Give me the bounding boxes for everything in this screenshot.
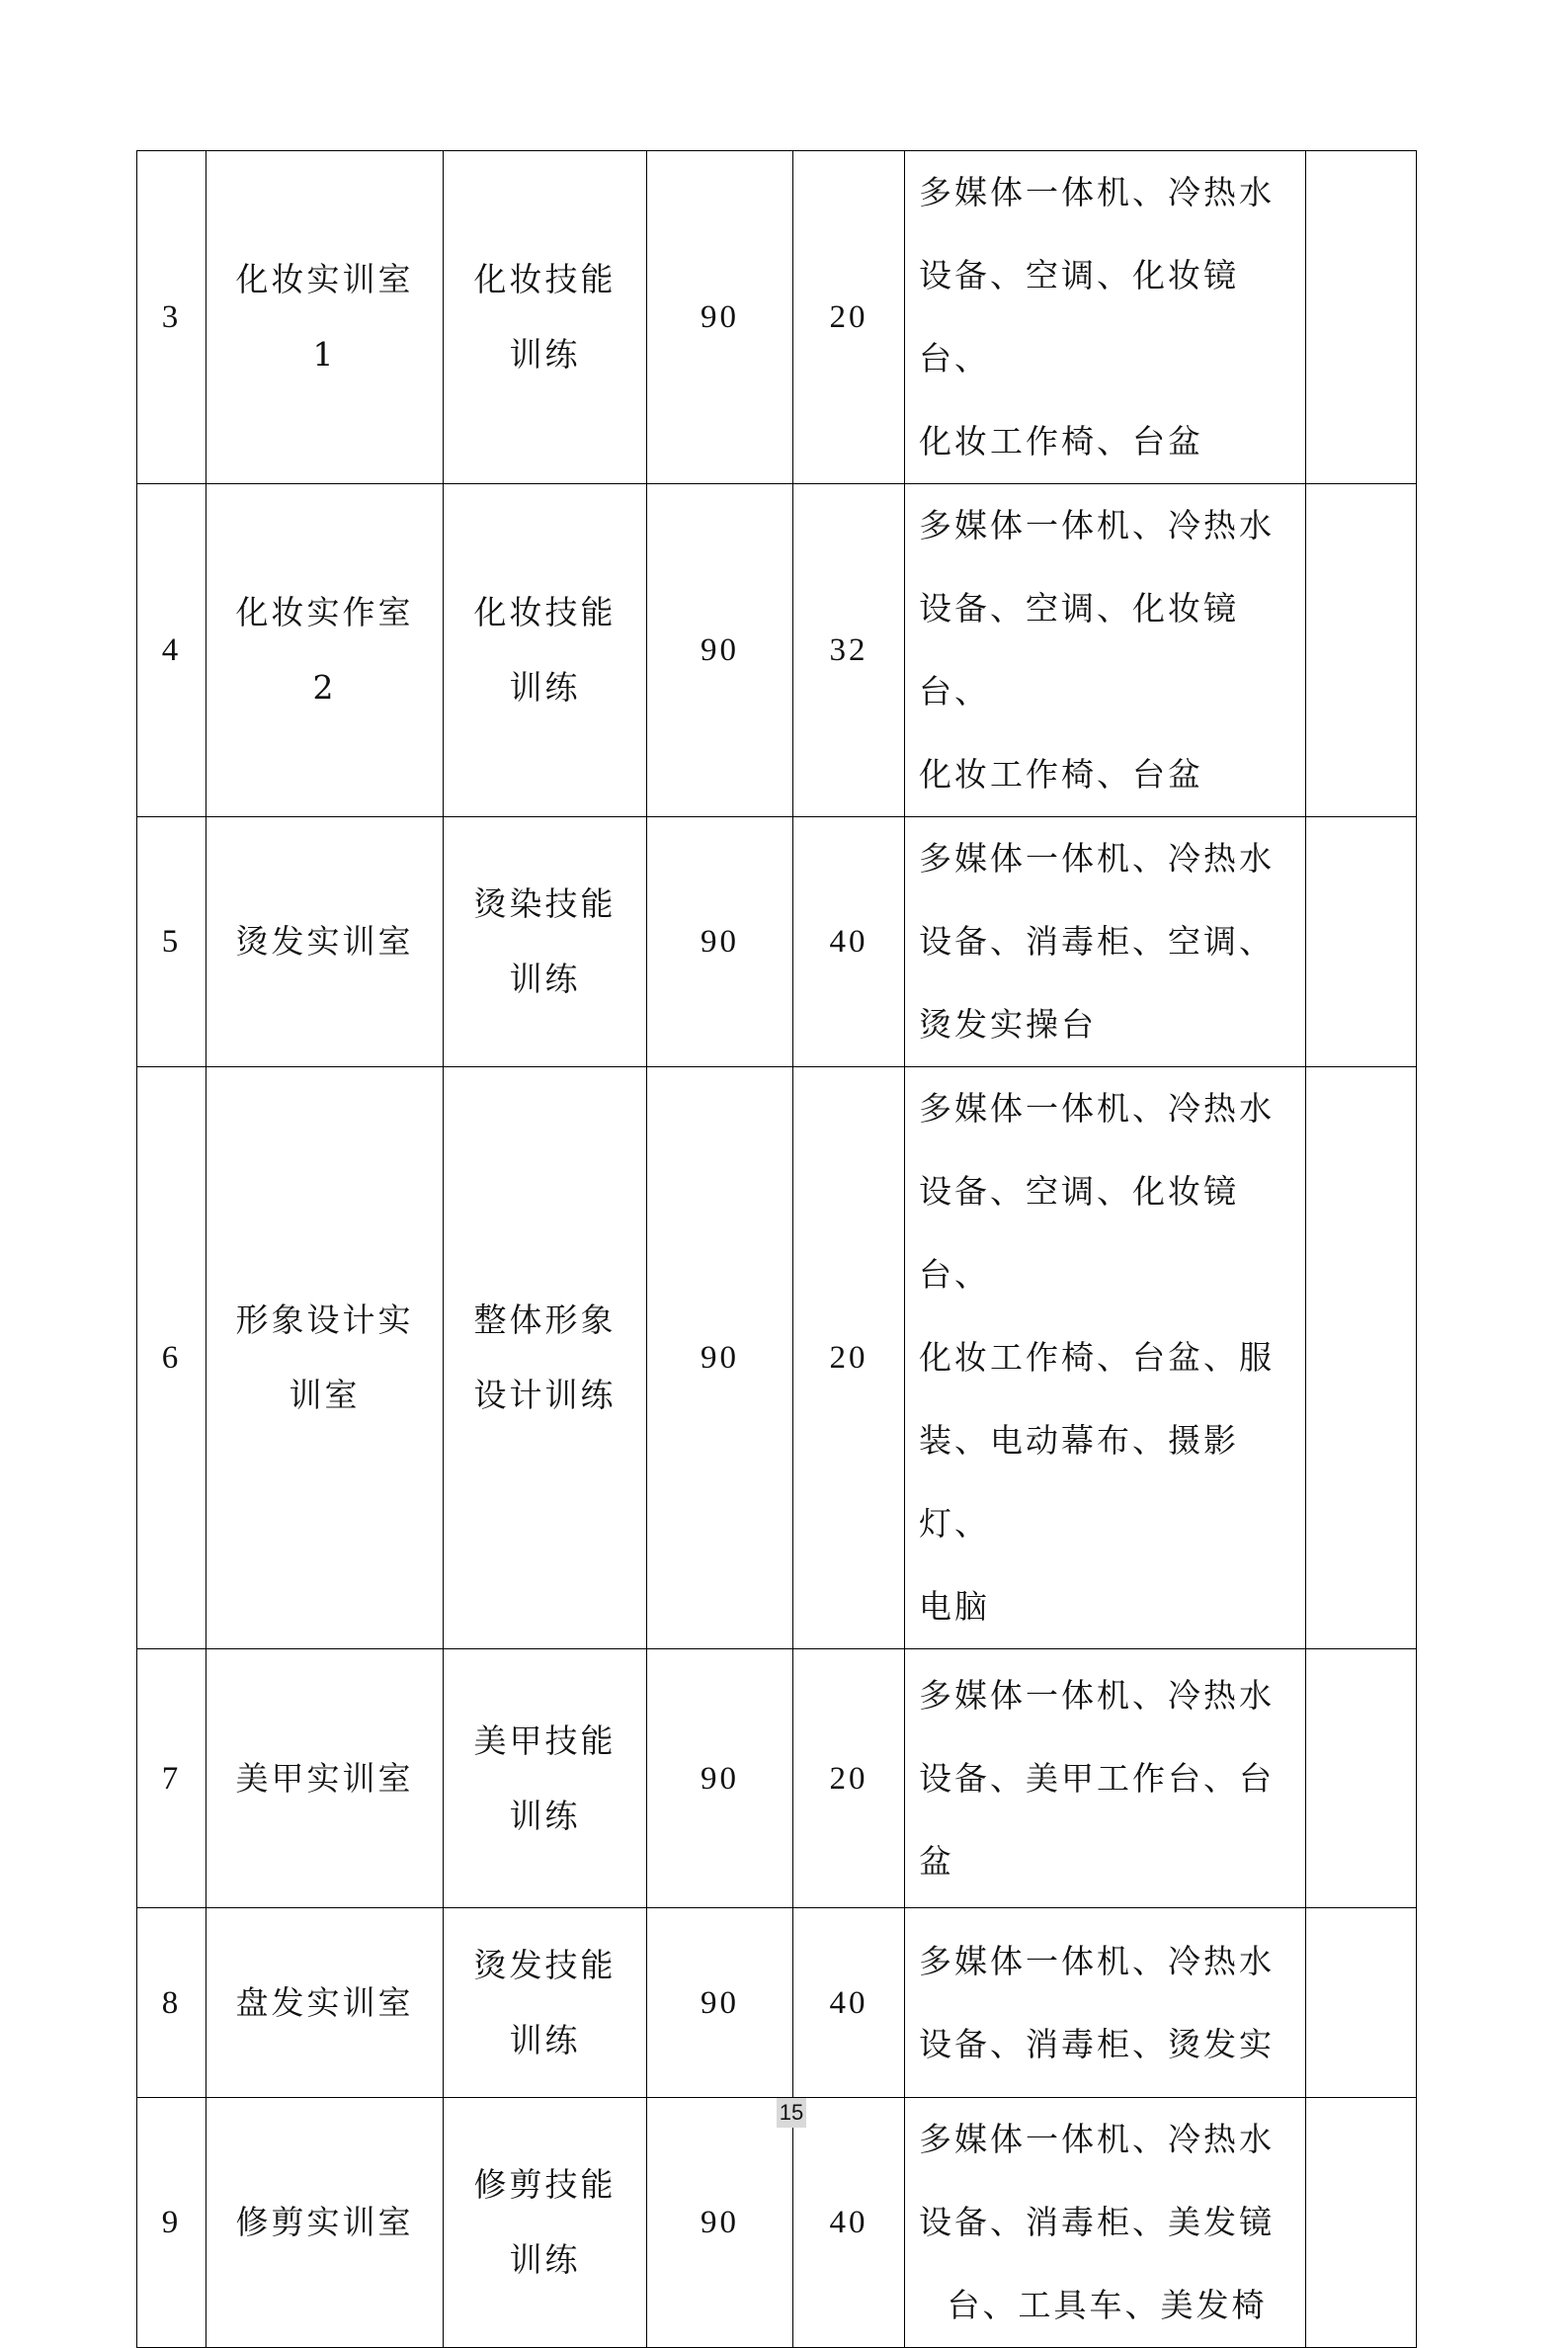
function-cell: [444, 1908, 647, 2098]
room-name-cell: [206, 2098, 444, 2348]
room-name-line: 2: [312, 668, 337, 707]
equipment-line: 多媒体一体机、冷热水: [919, 1089, 1275, 1128]
equipment-line: 多媒体一体机、冷热水: [919, 2120, 1275, 2158]
room-name-cell: [206, 1908, 444, 2098]
equipment-line: 设备、消毒柜、空调、: [919, 922, 1275, 961]
training-room-table: [136, 150, 1417, 2348]
equipment-line: 设备、消毒柜、烫发实: [919, 2024, 1275, 2063]
value-cell-a: 90: [647, 484, 793, 817]
note-cell: [1306, 1067, 1417, 1649]
room-name-cell: [206, 151, 444, 484]
function-cell: [444, 484, 647, 817]
equipment-line: 多媒体一体机、冷热水: [919, 1675, 1275, 1715]
row-number-cell: 7: [137, 1649, 206, 1908]
function-cell: [444, 2098, 647, 2348]
function-cell: [444, 1067, 647, 1649]
room-name-line: 形象设计实: [235, 1300, 414, 1339]
row-number-cell: 5: [137, 817, 206, 1067]
equipment-line: 盆: [919, 1841, 954, 1881]
function-line: 化妆技能: [473, 260, 617, 298]
room-name-line: 修剪实训室: [235, 2203, 414, 2241]
room-name-cell: [206, 817, 444, 1067]
equipment-cell: [905, 2098, 1306, 2348]
table-row: [137, 1067, 1417, 1649]
room-name-cell: [206, 1067, 444, 1649]
note-cell: [1306, 2098, 1417, 2348]
note-cell: [1306, 151, 1417, 484]
room-name-cell: [206, 484, 444, 817]
function-cell: [444, 151, 647, 484]
room-name-line: 烫发实训室: [235, 922, 414, 961]
function-line: 整体形象: [473, 1300, 617, 1339]
value-cell-b: 20: [793, 1649, 905, 1908]
equipment-line: 化妆工作椅、台盆: [919, 755, 1203, 794]
row-number-cell: 8: [137, 1908, 206, 2098]
note-cell: [1306, 817, 1417, 1067]
note-cell: [1306, 1649, 1417, 1908]
function-line: 训练: [509, 1796, 581, 1835]
equipment-line: 化妆工作椅、台盆、服: [919, 1338, 1275, 1377]
function-line: 设计训练: [473, 1376, 617, 1414]
equipment-cell: [905, 484, 1306, 817]
value-cell-a: 90: [647, 151, 793, 484]
row-number-cell: 6: [137, 1067, 206, 1649]
room-name-line: 美甲实训室: [235, 1758, 414, 1798]
table-row: [137, 817, 1417, 1067]
equipment-cell: [905, 1908, 1306, 2098]
room-name-line: 化妆实训室: [235, 260, 414, 298]
room-name-line: 化妆实作室: [235, 593, 414, 631]
function-line: 烫发技能: [473, 1945, 617, 1984]
function-line: 烫染技能: [473, 884, 617, 923]
row-number-cell: 9: [137, 2098, 206, 2348]
table-row: [137, 1649, 1417, 1908]
note-cell: [1306, 1908, 1417, 2098]
value-cell-b: 40: [793, 817, 905, 1067]
value-cell-a: 90: [647, 1908, 793, 2098]
value-cell-b: 40: [793, 1908, 905, 2098]
equipment-line: 多媒体一体机、冷热水: [919, 506, 1275, 545]
equipment-line: 设备、空调、化妆镜台、: [919, 1172, 1239, 1294]
function-line: 训练: [509, 335, 581, 374]
equipment-line: 台、工具车、美发椅: [947, 2286, 1268, 2324]
room-name-line: 盘发实训室: [235, 1982, 414, 2022]
function-line: 修剪技能: [473, 2165, 617, 2204]
value-cell-a: 90: [647, 1067, 793, 1649]
equipment-line: 设备、美甲工作台、台: [919, 1758, 1275, 1798]
equipment-cell: [905, 1649, 1306, 1908]
equipment-cell: [905, 817, 1306, 1067]
value-cell-b: 32: [793, 484, 905, 817]
value-cell-a: 90: [647, 817, 793, 1067]
table-row: [137, 484, 1417, 817]
function-line: 训练: [509, 668, 581, 707]
function-line: 训练: [509, 960, 581, 998]
table-row: [137, 1908, 1417, 2098]
function-line: 训练: [509, 2240, 581, 2279]
equipment-line: 设备、消毒柜、美发镜: [919, 2203, 1275, 2241]
row-number-cell: 3: [137, 151, 206, 484]
room-name-line: 1: [312, 335, 337, 374]
table-body: [137, 151, 1417, 2348]
value-cell-b: 40: [793, 2098, 905, 2348]
equipment-cell: [905, 151, 1306, 484]
table-row: [137, 151, 1417, 484]
value-cell-a: 90: [647, 2098, 793, 2348]
value-cell-a: 90: [647, 1649, 793, 1908]
equipment-line: 多媒体一体机、冷热水: [919, 173, 1275, 211]
room-name-cell: [206, 1649, 444, 1908]
equipment-line: 设备、空调、化妆镜台、: [919, 256, 1239, 377]
equipment-line: 多媒体一体机、冷热水: [919, 839, 1275, 878]
equipment-line: 多媒体一体机、冷热水: [919, 1941, 1275, 1980]
equipment-line: 设备、空调、化妆镜台、: [919, 589, 1239, 711]
equipment-line: 化妆工作椅、台盆: [919, 422, 1203, 461]
value-cell-b: 20: [793, 151, 905, 484]
equipment-line: 装、电动幕布、摄影灯、: [919, 1421, 1239, 1543]
room-name-line: 训室: [289, 1376, 361, 1414]
function-cell: [444, 1649, 647, 1908]
equipment-line: 电脑: [919, 1587, 990, 1626]
page-number: 15: [777, 2098, 806, 2128]
function-line: 化妆技能: [473, 593, 617, 631]
row-number-cell: 4: [137, 484, 206, 817]
table-row: [137, 2098, 1417, 2348]
equipment-cell: [905, 1067, 1306, 1649]
function-line: 训练: [509, 2020, 581, 2059]
note-cell: [1306, 484, 1417, 817]
value-cell-b: 20: [793, 1067, 905, 1649]
equipment-line: 烫发实操台: [919, 1005, 1097, 1044]
function-line: 美甲技能: [473, 1720, 617, 1760]
function-cell: [444, 817, 647, 1067]
